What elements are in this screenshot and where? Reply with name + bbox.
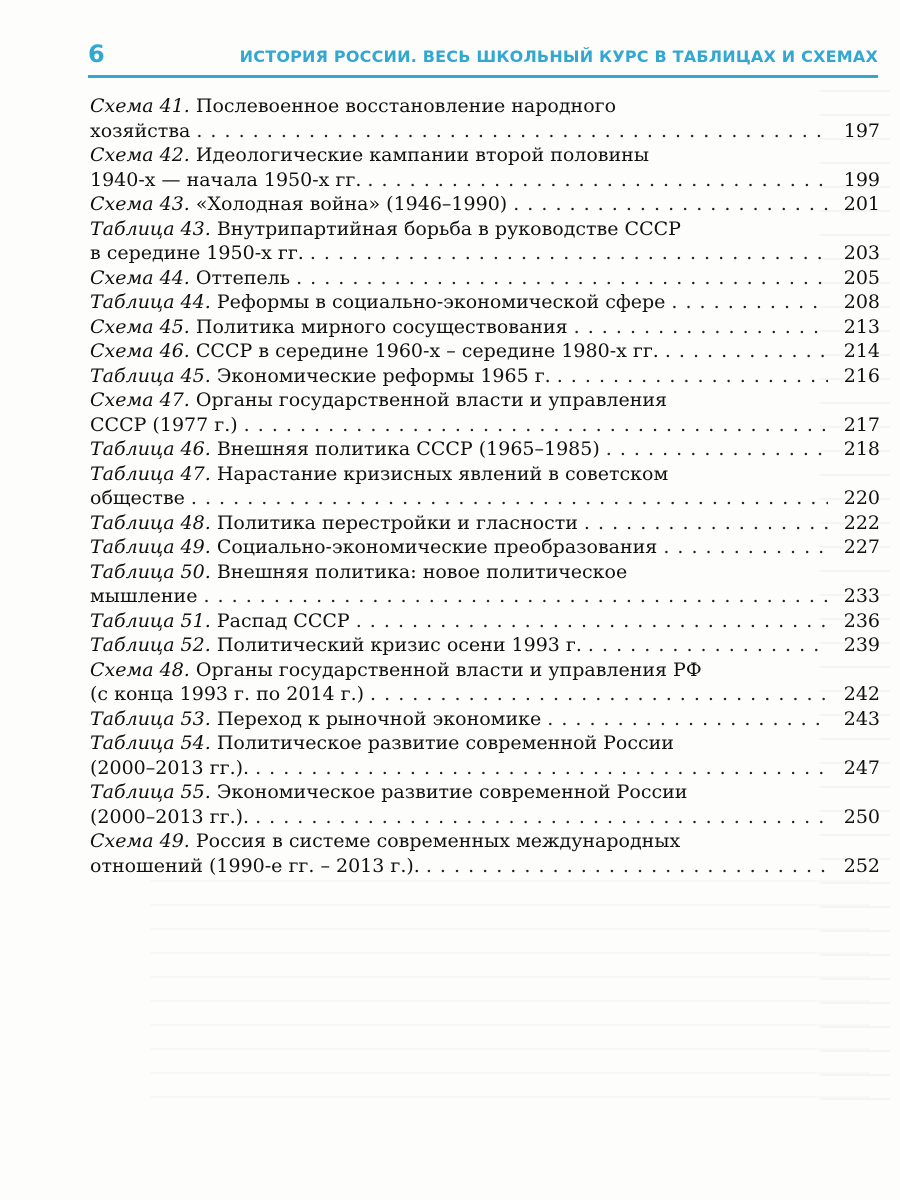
toc-entry-line [90,511,880,536]
toc-entry-page-number: 201 [843,193,880,215]
toc-entry-kind: Таблица 46. [90,438,211,460]
toc-entry-line [90,339,880,364]
toc-entry-kind: Схема 41. [90,95,190,117]
toc-entry-line [90,854,880,879]
toc-entry-kind: Схема 46. [90,340,190,362]
dot-leader [426,854,828,879]
toc-entry-page-number: 239 [843,634,880,656]
toc-entry-line [90,119,880,144]
toc-entry-kind: Таблица 49. [90,536,211,558]
dot-leader [191,486,828,511]
toc-entry[interactable] [90,609,880,634]
toc-entry[interactable] [90,511,880,536]
toc-entry[interactable] [90,388,880,437]
toc-entry[interactable] [90,192,880,217]
toc-entry-line [90,486,880,511]
toc-entry-title: Переход к рыночной экономике [216,707,542,730]
toc-entry-title: 1940-х — начала 1950-х гг. [90,168,362,191]
toc-entry-page-number: 222 [843,511,880,534]
toc-entry-line [90,535,880,560]
toc-entry-line [90,94,880,119]
toc-entry-page-number: 199 [843,168,880,191]
dot-leader [665,339,828,364]
toc-entry-title: Социально-экономические преобразования [216,536,658,558]
toc-entry[interactable] [90,339,880,364]
toc-entry-title: мышление [90,585,198,607]
toc-entry-title: Политика перестройки и гласности [216,511,578,534]
toc-entry-line [90,609,880,634]
dot-leader [547,707,828,732]
toc-entry-line [90,241,880,266]
dot-leader [203,584,828,609]
toc-entry[interactable] [90,94,880,143]
toc-entry-line [90,143,880,168]
toc-entry-kind: Схема 44. [90,266,190,289]
toc-entry-page-number: 236 [843,609,880,632]
toc-entry-kind: Таблица 54. [90,732,211,754]
dot-leader [310,241,828,266]
bleed-through-texture-lower [150,880,870,1100]
toc-entry-kind: Схема 43. [90,193,190,215]
toc-entry-page-number: 227 [843,536,880,558]
dot-leader [513,192,828,217]
toc-entry-line [90,192,880,217]
toc-entry-line [90,633,880,658]
toc-entry-page-number: 205 [843,266,880,289]
toc-entry[interactable] [90,707,880,732]
dot-leader [196,119,828,144]
toc-entry-line [90,315,880,340]
dot-leader [588,633,828,658]
toc-entry-title: отношений (1990-е гг. – 2013 г.). [90,854,420,877]
toc-entry-page-number: 213 [843,315,880,338]
toc-entry-title: Нарастание кризисных явлений в советском [216,462,669,485]
toc-entry-title: Распад СССР [216,609,350,632]
toc-entry-title: хозяйства [90,119,191,142]
toc-entry-line [90,266,880,291]
dot-leader [244,413,828,438]
toc-entry-title: (2000–2013 гг.). [90,805,250,828]
toc-entry-kind: Таблица 45. [90,364,211,387]
toc-entry-line [90,731,880,756]
toc-entry-page-number: 214 [843,340,880,362]
toc-entry-line [90,437,880,462]
running-title: ИСТОРИЯ РОССИИ. ВЕСЬ ШКОЛЬНЫЙ КУРС В ТАБЛИЦАХ И СХЕМАХ [239,47,878,66]
toc-entry-line [90,217,880,242]
toc-entry[interactable] [90,143,880,192]
toc-entry[interactable] [90,266,880,291]
toc-entry-line [90,682,880,707]
toc-entry-line [90,658,880,683]
toc-entry-title: Органы государственной власти и управления [195,389,668,411]
toc-entry-line [90,560,880,585]
toc-entry-kind: Таблица 48. [90,511,211,534]
toc-entry[interactable] [90,560,880,609]
toc-entry-kind: Схема 47. [90,389,190,411]
dot-leader [671,290,828,315]
toc-entry-title: в середине 1950-х гг. [90,242,304,264]
toc-entry-title: (с конца 1993 г. по 2014 г.) [90,683,365,705]
toc-entry[interactable] [90,535,880,560]
toc-entry-line [90,584,880,609]
toc-entry-title: Политика мирного сосуществования [195,315,568,338]
toc-entry[interactable] [90,829,880,878]
toc-entry-title: Оттепель [195,266,291,289]
toc-entry[interactable] [90,633,880,658]
toc-entry-page-number: 203 [843,242,880,264]
toc-entry-line [90,805,880,830]
toc-entry-kind: Схема 45. [90,315,190,338]
dot-leader [606,437,828,462]
toc-entry-title: Органы государственной власти и управления РФ [195,658,702,681]
toc-entry-page-number: 218 [843,438,880,460]
toc-entry-line [90,413,880,438]
toc-entry-page-number: 233 [843,585,880,607]
toc-entry-page-number: 243 [843,707,880,730]
dot-leader [574,315,828,340]
toc-entry-kind: Таблица 52. [90,634,211,656]
dot-leader [356,609,828,634]
toc-entry-line [90,780,880,805]
toc-entry-page-number: 217 [843,413,880,436]
toc-entry-title: Реформы в социально-экономической сфере [216,291,666,313]
toc-entry[interactable] [90,462,880,511]
toc-entry-page-number: 242 [843,683,880,705]
toc-entry-title: (2000–2013 гг.). [90,756,250,779]
table-of-contents [90,94,880,878]
toc-entry-kind: Схема 48. [90,658,190,681]
dot-leader [663,535,828,560]
toc-entry-page-number: 197 [843,119,880,142]
dot-leader [370,682,828,707]
toc-entry-line [90,756,880,781]
toc-entry[interactable] [90,658,880,707]
dot-leader [296,266,828,291]
page-header [88,40,878,80]
dot-leader [255,805,828,830]
toc-entry-title: Экономическое развитие современной России [216,781,688,803]
toc-entry-line [90,290,880,315]
toc-entry-kind: Таблица 47. [90,462,211,485]
toc-entry[interactable] [90,290,880,315]
dot-leader [584,511,828,536]
toc-entry-title: Экономические реформы 1965 г. [216,364,551,387]
header-rule [88,75,878,78]
toc-entry-line [90,829,880,854]
toc-entry-line [90,462,880,487]
toc-entry-kind: Таблица 51. [90,609,211,632]
toc-entry[interactable] [90,315,880,340]
dot-leader [255,756,828,781]
toc-entry-line [90,707,880,732]
toc-entry-title: СССР в середине 1960-х – середине 1980-х гг. [195,340,659,362]
toc-entry-title: Внутрипартийная борьба в руководстве СССР [216,217,681,240]
toc-entry-kind: Таблица 53. [90,707,211,730]
toc-entry[interactable] [90,437,880,462]
toc-entry-page-number: 216 [843,364,880,387]
toc-entry-title: Идеологические кампании второй половины [195,144,649,166]
toc-entry-line [90,168,880,193]
toc-entry-title: обществе [90,487,185,509]
toc-entry-page-number: 208 [843,291,880,313]
toc-entry[interactable] [90,731,880,780]
toc-entry[interactable] [90,364,880,389]
toc-entry-title: Внешняя политика: новое политическое [216,560,628,583]
page-number: 6 [88,40,106,68]
toc-entry-page-number: 247 [843,756,880,779]
toc-entry-page-number: 252 [843,854,880,877]
toc-entry-line [90,364,880,389]
toc-entry-kind: Схема 42. [90,144,190,166]
toc-entry-kind: Схема 49. [90,830,190,852]
toc-entry-title: Россия в системе современных международных [195,830,681,852]
dot-leader [367,168,828,193]
toc-entry-title: «Холодная война» (1946–1990) [195,193,508,215]
toc-entry-kind: Таблица 55. [90,781,211,803]
toc-entry-page-number: 220 [843,487,880,509]
toc-entry[interactable] [90,217,880,266]
toc-entry-kind: Таблица 44. [90,291,211,313]
toc-entry[interactable] [90,780,880,829]
toc-entry-kind: Таблица 43. [90,217,211,240]
toc-entry-title: Внешняя политика СССР (1965–1985) [216,438,600,460]
toc-entry-title: Политический кризис осени 1993 г. [216,634,582,656]
toc-entry-line [90,388,880,413]
toc-entry-title: Политическое развитие современной России [216,732,674,754]
toc-entry-kind: Таблица 50. [90,560,211,583]
toc-entry-page-number: 250 [843,805,880,828]
dot-leader [557,364,828,389]
toc-entry-title: СССР (1977 г.) [90,413,238,436]
toc-entry-title: Послевоенное восстановление народного [195,95,617,117]
